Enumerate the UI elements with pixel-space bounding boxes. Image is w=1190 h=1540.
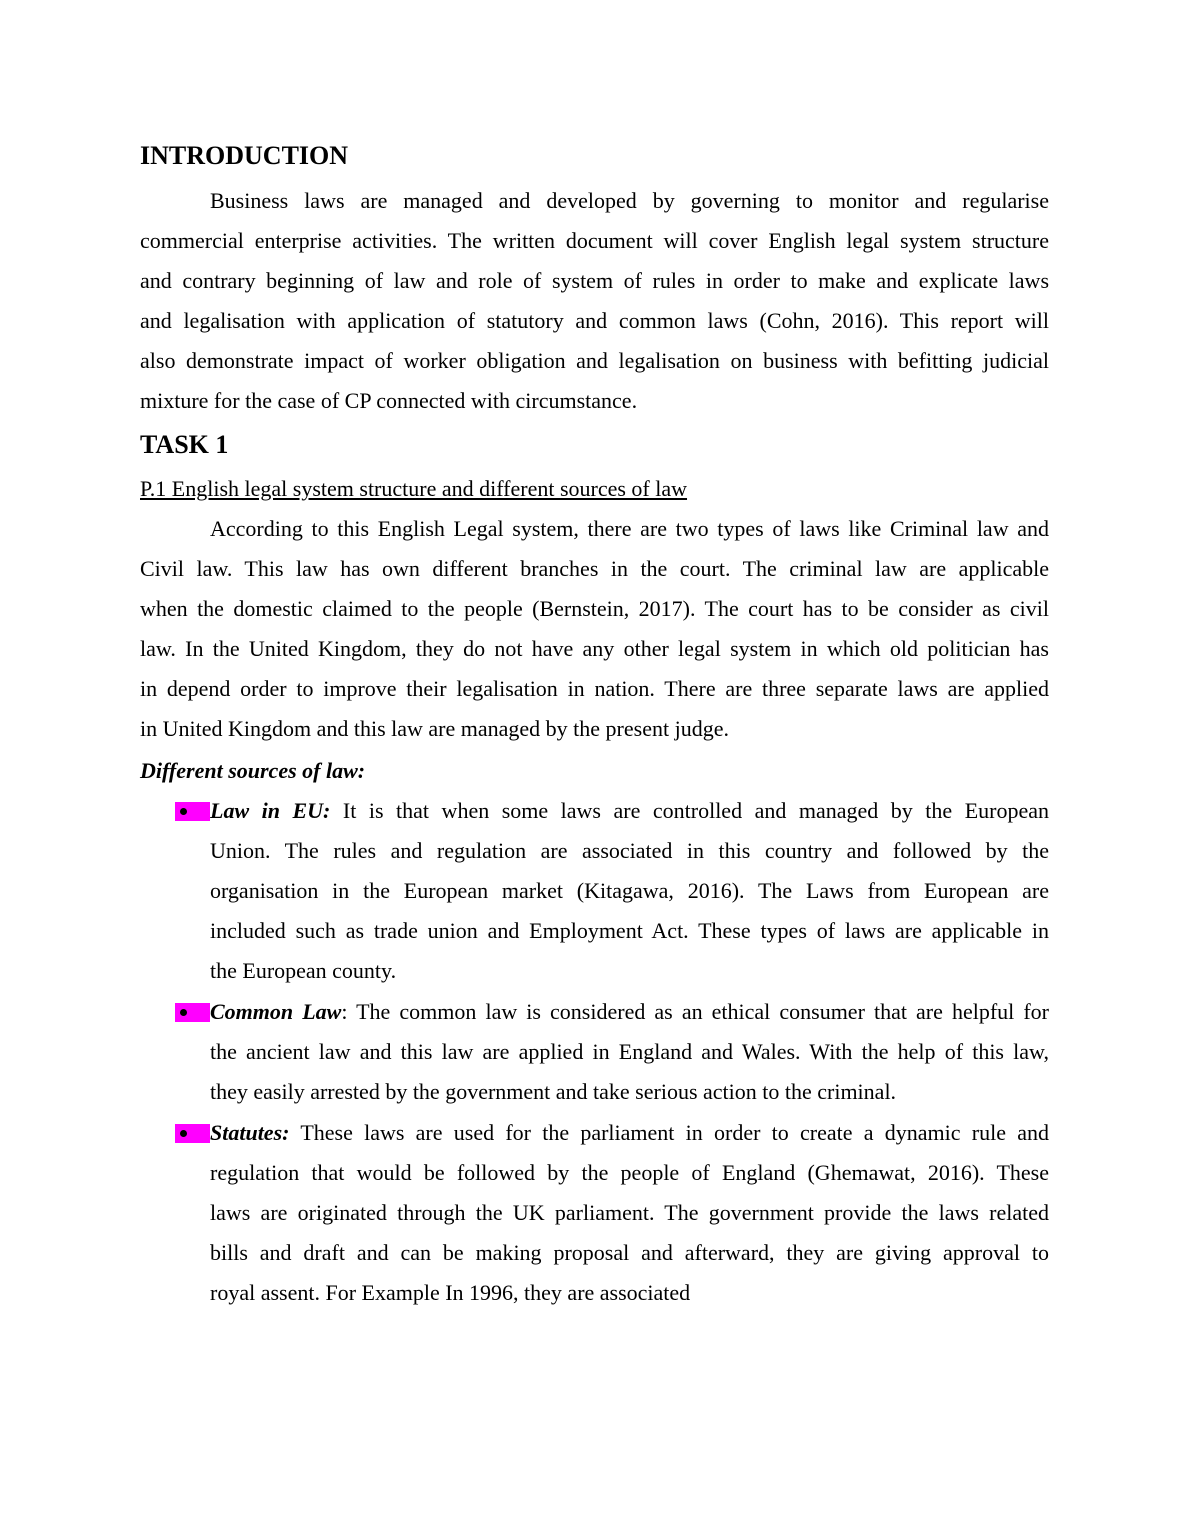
section-subheading: P.1 English legal system structure and different sources of law (140, 476, 688, 501)
bullet-label: Law in EU: (210, 798, 331, 823)
bullet-body (210, 1113, 1049, 1313)
bullet-common-law (140, 992, 1049, 1112)
text-line: when the domestic claimed to the people (Bernstein, 2017). The court has to be consider as civil (140, 596, 1049, 621)
bullet-body (210, 791, 1049, 991)
text-line: According to this English Legal system, there are two types of laws like Criminal law and (210, 516, 1049, 541)
text-line: laws are originated through the UK parliament. The government provide the laws related (210, 1200, 1049, 1225)
text-line: law. In the United Kingdom, they do not have any other legal system in which old politician has (140, 636, 1049, 661)
text-line: included such as trade union and Employment Act. These types of laws are applicable in (210, 918, 1049, 943)
text-line: the ancient law and this law are applied in England and Wales. With the help of this law, (210, 1039, 1049, 1064)
bullet-text: These laws are used for the parliament in order to create a dynamic rule and (289, 1120, 1049, 1145)
text-line: Civil law. This law has own different branches in the court. The criminal law are applicable (140, 556, 1049, 581)
text-line: regulation that would be followed by the people of England (Ghemawat, 2016). These (210, 1160, 1049, 1185)
bullet-body (210, 992, 1049, 1112)
text-line (210, 992, 1049, 1032)
text-line: also demonstrate impact of worker obligation and legalisation on business with befitting judicial (140, 348, 1049, 373)
text-line: royal assent. For Example In 1996, they are associated (210, 1280, 691, 1305)
text-line: and legalisation with application of statutory and common laws (Cohn, 2016). This report will (140, 308, 1049, 333)
sources-heading: Different sources of law: (140, 758, 366, 783)
task-heading: TASK 1 (140, 430, 229, 459)
text-line (210, 791, 1049, 831)
introduction-paragraph (140, 181, 1049, 421)
bullet-statutes (140, 1113, 1049, 1313)
bullet-label: Statutes: (210, 1120, 290, 1145)
introduction-heading: INTRODUCTION (140, 141, 349, 170)
text-line: Business laws are managed and developed by governing to monitor and regularise (210, 188, 1049, 213)
text-line: in United Kingdom and this law are managed by the present judge. (140, 716, 729, 741)
bullet-icon (175, 802, 210, 821)
text-line: they easily arrested by the government and take serious action to the criminal. (210, 1079, 897, 1104)
text-line: mixture for the case of CP connected with circumstance. (140, 388, 638, 413)
bullet-icon (175, 1124, 210, 1143)
text-line: commercial enterprise activities. The written document will cover English legal system structure (140, 228, 1049, 253)
bullet-law-in-eu (140, 791, 1049, 991)
text-line: and contrary beginning of law and role of system of rules in order to make and explicate laws (140, 268, 1049, 293)
text-line: organisation in the European market (Kitagawa, 2016). The Laws from European are (210, 878, 1049, 903)
bullet-icon (175, 1003, 210, 1022)
bullet-label: Common Law (210, 999, 342, 1024)
text-line: Union. The rules and regulation are associated in this country and followed by the (210, 838, 1049, 863)
text-line: in depend order to improve their legalisation in nation. There are three separate laws are applied (140, 676, 1049, 701)
task-paragraph (140, 509, 1049, 749)
text-line: bills and draft and can be making proposal and afterward, they are giving approval to (210, 1240, 1049, 1265)
bullet-text: : The common law is considered as an ethical consumer that are helpful for (341, 999, 1050, 1024)
text-line (210, 1113, 1049, 1153)
text-line: the European county. (210, 958, 397, 983)
bullet-text: It is that when some laws are controlled and managed by the European (330, 798, 1049, 823)
